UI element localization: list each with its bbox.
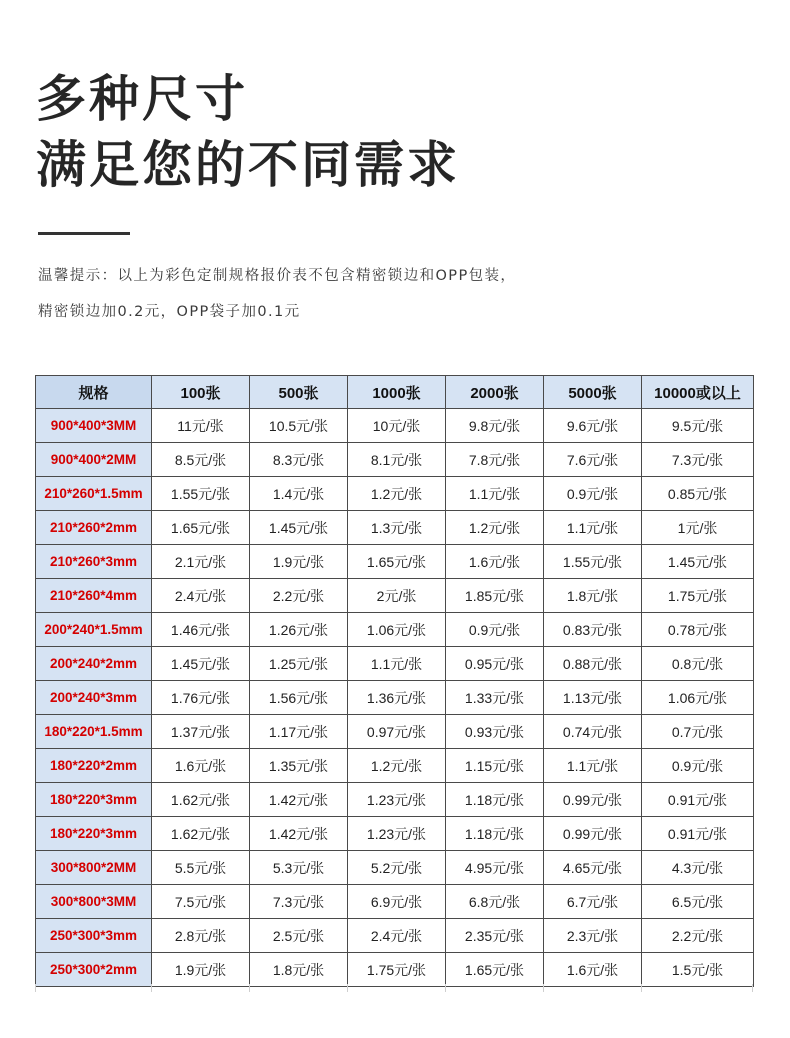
price-cell: 1.56元/张 [250, 681, 348, 715]
pricing-note [38, 258, 516, 330]
price-cell: 1.6元/张 [152, 749, 250, 783]
price-cell: 1.1元/张 [348, 647, 446, 681]
price-cell: 1.65元/张 [152, 511, 250, 545]
price-cell: 10元/张 [348, 409, 446, 443]
price-cell: 0.9元/张 [544, 477, 642, 511]
price-cell: 1.6元/张 [544, 953, 642, 987]
price-cell: 6.7元/张 [544, 885, 642, 919]
heading-line-2: 满足您的不同需求 [36, 136, 460, 194]
price-cell: 1.2元/张 [446, 511, 544, 545]
spec-cell: 210*260*3mm [36, 545, 152, 579]
table-row [36, 953, 754, 987]
spec-cell: 180*220*3mm [36, 817, 152, 851]
tick-mark [752, 984, 753, 992]
price-cell: 5.5元/张 [152, 851, 250, 885]
table-row [36, 545, 754, 579]
price-cell: 0.9元/张 [446, 613, 544, 647]
tick-mark [35, 984, 36, 992]
price-cell: 5.3元/张 [250, 851, 348, 885]
price-cell: 0.99元/张 [544, 817, 642, 851]
price-cell: 2元/张 [348, 579, 446, 613]
price-cell: 8.3元/张 [250, 443, 348, 477]
price-cell: 1.75元/张 [348, 953, 446, 987]
table-row [36, 613, 754, 647]
price-cell: 7.3元/张 [642, 443, 754, 477]
table-row [36, 477, 754, 511]
price-cell: 1.75元/张 [642, 579, 754, 613]
price-cell: 1.42元/张 [250, 783, 348, 817]
price-cell: 0.83元/张 [544, 613, 642, 647]
price-cell: 7.5元/张 [152, 885, 250, 919]
price-cell: 1.62元/张 [152, 817, 250, 851]
price-cell: 1.18元/张 [446, 817, 544, 851]
table-row [36, 511, 754, 545]
spec-cell: 900*400*3MM [36, 409, 152, 443]
price-cell: 1.55元/张 [152, 477, 250, 511]
price-cell: 1.65元/张 [348, 545, 446, 579]
table-row [36, 783, 754, 817]
price-cell: 1.9元/张 [250, 545, 348, 579]
price-cell: 1.1元/张 [544, 749, 642, 783]
price-cell: 1.06元/张 [642, 681, 754, 715]
spec-cell: 180*220*3mm [36, 783, 152, 817]
table-row [36, 579, 754, 613]
table-row [36, 749, 754, 783]
price-cell: 8.5元/张 [152, 443, 250, 477]
table-row [36, 647, 754, 681]
price-cell: 0.97元/张 [348, 715, 446, 749]
price-table-body [36, 409, 754, 987]
price-cell: 6.5元/张 [642, 885, 754, 919]
price-cell: 1.17元/张 [250, 715, 348, 749]
price-cell: 1.5元/张 [642, 953, 754, 987]
column-header-qty: 5000张 [544, 376, 642, 409]
price-cell: 2.35元/张 [446, 919, 544, 953]
price-cell: 0.8元/张 [642, 647, 754, 681]
price-cell: 1.06元/张 [348, 613, 446, 647]
price-cell: 1.25元/张 [250, 647, 348, 681]
price-cell: 6.9元/张 [348, 885, 446, 919]
price-cell: 2.3元/张 [544, 919, 642, 953]
price-cell: 1.23元/张 [348, 783, 446, 817]
price-cell: 0.95元/张 [446, 647, 544, 681]
pricing-note-line-2: 精密锁边加0.2元，OPP袋子加0.1元 [38, 304, 301, 320]
price-cell: 10.5元/张 [250, 409, 348, 443]
price-cell: 0.74元/张 [544, 715, 642, 749]
price-cell: 1.13元/张 [544, 681, 642, 715]
price-cell: 1.36元/张 [348, 681, 446, 715]
price-cell: 1.1元/张 [446, 477, 544, 511]
column-header-qty: 2000张 [446, 376, 544, 409]
price-cell: 0.88元/张 [544, 647, 642, 681]
price-cell: 1.45元/张 [250, 511, 348, 545]
price-cell: 9.6元/张 [544, 409, 642, 443]
price-cell: 1.8元/张 [544, 579, 642, 613]
spec-cell: 210*260*4mm [36, 579, 152, 613]
price-cell: 4.65元/张 [544, 851, 642, 885]
spec-cell: 300*800*2MM [36, 851, 152, 885]
price-table-header-row [36, 376, 754, 409]
page-heading [36, 66, 460, 198]
price-cell: 2.8元/张 [152, 919, 250, 953]
price-cell: 1.45元/张 [152, 647, 250, 681]
price-cell: 1.62元/张 [152, 783, 250, 817]
tick-mark [445, 984, 446, 992]
price-cell: 11元/张 [152, 409, 250, 443]
price-cell: 1.33元/张 [446, 681, 544, 715]
table-row [36, 409, 754, 443]
price-cell: 1.55元/张 [544, 545, 642, 579]
tick-mark [249, 984, 250, 992]
price-cell: 2.4元/张 [152, 579, 250, 613]
spec-cell: 210*260*2mm [36, 511, 152, 545]
price-cell: 4.95元/张 [446, 851, 544, 885]
price-cell: 1.15元/张 [446, 749, 544, 783]
pricing-note-line-1: 温馨提示：以上为彩色定制规格报价表不包含精密锁边和OPP包装， [38, 268, 517, 284]
price-cell: 1.85元/张 [446, 579, 544, 613]
price-cell: 0.78元/张 [642, 613, 754, 647]
spec-cell: 180*220*2mm [36, 749, 152, 783]
price-cell: 1.46元/张 [152, 613, 250, 647]
spec-cell: 200*240*1.5mm [36, 613, 152, 647]
column-header-qty: 500张 [250, 376, 348, 409]
spec-cell: 300*800*3MM [36, 885, 152, 919]
price-cell: 1.2元/张 [348, 749, 446, 783]
price-cell: 0.9元/张 [642, 749, 754, 783]
price-cell: 9.8元/张 [446, 409, 544, 443]
column-header-spec: 规格 [36, 376, 152, 409]
spec-cell: 250*300*3mm [36, 919, 152, 953]
price-cell: 0.99元/张 [544, 783, 642, 817]
tick-mark [151, 984, 152, 992]
price-cell: 9.5元/张 [642, 409, 754, 443]
price-cell: 2.2元/张 [642, 919, 754, 953]
price-cell: 1.35元/张 [250, 749, 348, 783]
price-cell: 1.65元/张 [446, 953, 544, 987]
price-cell: 0.7元/张 [642, 715, 754, 749]
price-cell: 6.8元/张 [446, 885, 544, 919]
heading-line-1: 多种尺寸 [36, 70, 248, 128]
spec-cell: 210*260*1.5mm [36, 477, 152, 511]
spec-cell: 250*300*2mm [36, 953, 152, 987]
price-cell: 1.45元/张 [642, 545, 754, 579]
price-cell: 0.91元/张 [642, 783, 754, 817]
price-cell: 1.76元/张 [152, 681, 250, 715]
spec-cell: 200*240*2mm [36, 647, 152, 681]
table-bottom-ticks [35, 984, 753, 994]
price-cell: 2.5元/张 [250, 919, 348, 953]
price-cell: 5.2元/张 [348, 851, 446, 885]
price-cell: 1元/张 [642, 511, 754, 545]
price-cell: 7.6元/张 [544, 443, 642, 477]
price-cell: 1.26元/张 [250, 613, 348, 647]
price-cell: 1.37元/张 [152, 715, 250, 749]
price-cell: 8.1元/张 [348, 443, 446, 477]
price-cell: 1.9元/张 [152, 953, 250, 987]
price-cell: 1.23元/张 [348, 817, 446, 851]
price-cell: 0.91元/张 [642, 817, 754, 851]
table-row [36, 919, 754, 953]
price-cell: 1.42元/张 [250, 817, 348, 851]
price-cell: 2.2元/张 [250, 579, 348, 613]
price-table [35, 375, 754, 987]
price-cell: 0.93元/张 [446, 715, 544, 749]
spec-cell: 180*220*1.5mm [36, 715, 152, 749]
price-cell: 1.2元/张 [348, 477, 446, 511]
price-cell: 1.1元/张 [544, 511, 642, 545]
price-cell: 1.3元/张 [348, 511, 446, 545]
price-cell: 2.1元/张 [152, 545, 250, 579]
price-cell: 1.18元/张 [446, 783, 544, 817]
tick-mark [347, 984, 348, 992]
price-cell: 1.4元/张 [250, 477, 348, 511]
table-row [36, 817, 754, 851]
spec-cell: 900*400*2MM [36, 443, 152, 477]
table-row [36, 715, 754, 749]
price-cell: 0.85元/张 [642, 477, 754, 511]
table-row [36, 681, 754, 715]
tick-mark [543, 984, 544, 992]
price-cell: 2.4元/张 [348, 919, 446, 953]
price-cell: 7.8元/张 [446, 443, 544, 477]
table-row [36, 851, 754, 885]
column-header-qty: 1000张 [348, 376, 446, 409]
price-cell: 4.3元/张 [642, 851, 754, 885]
column-header-qty: 100张 [152, 376, 250, 409]
price-cell: 1.6元/张 [446, 545, 544, 579]
heading-divider [38, 232, 130, 235]
price-cell: 1.8元/张 [250, 953, 348, 987]
table-row [36, 443, 754, 477]
price-cell: 7.3元/张 [250, 885, 348, 919]
tick-mark [641, 984, 642, 992]
column-header-qty: 10000或以上 [642, 376, 754, 409]
table-row [36, 885, 754, 919]
spec-cell: 200*240*3mm [36, 681, 152, 715]
